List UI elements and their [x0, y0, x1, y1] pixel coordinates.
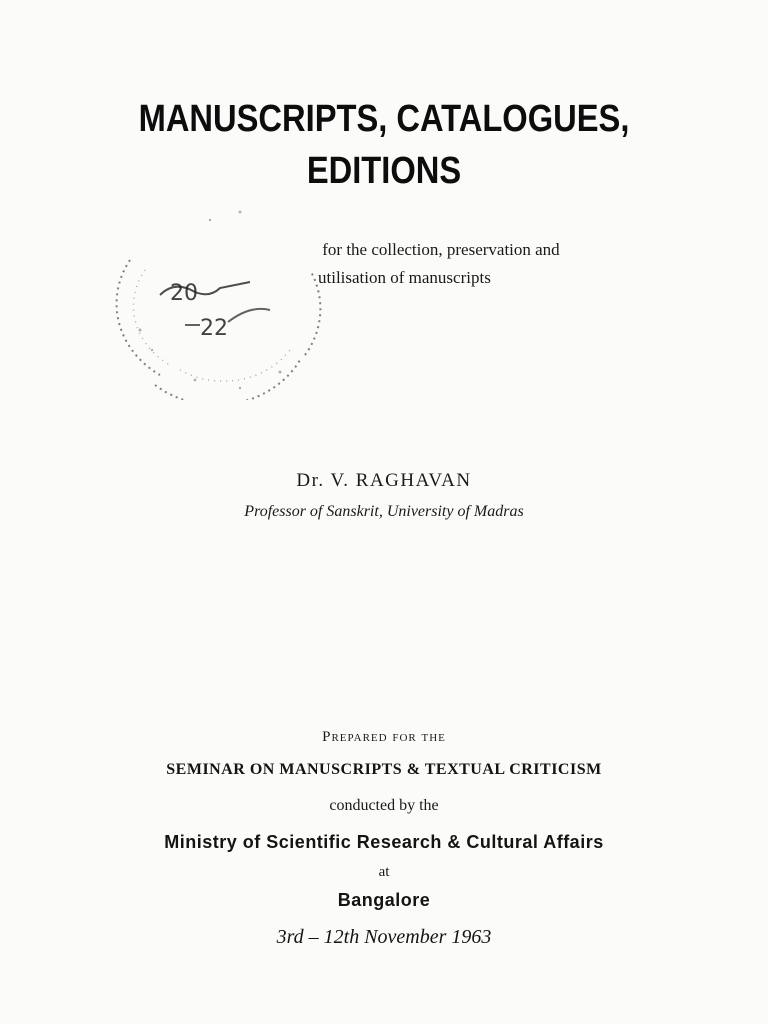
- seminar-title: SEMINAR ON MANUSCRIPTS & TEXTUAL CRITICISM: [166, 761, 602, 778]
- title-line-1: MANUSCRIPTS, CATALOGUES,: [138, 98, 630, 140]
- author-name: Dr. V. RAGHAVAN: [296, 470, 472, 491]
- prepared-for: Prepared for the: [322, 729, 446, 745]
- title-line-2: EDITIONS: [306, 150, 462, 192]
- stamp-handwriting-2: 22: [200, 316, 228, 341]
- place-name: Bangalore: [337, 890, 431, 910]
- seminar-dates: 3rd – 12th November 1963: [276, 926, 492, 948]
- library-stamp-icon: [100, 200, 330, 400]
- ministry-name: Ministry of Scientific Research & Cultural Affairs: [164, 832, 604, 852]
- at-label: at: [378, 864, 390, 880]
- conducted-by: conducted by the: [329, 797, 439, 814]
- subtitle-line-1: for the collection, preservation and: [318, 240, 560, 259]
- author-role: Professor of Sanskrit, University of Madras: [244, 503, 524, 520]
- subtitle-line-2: utilisation of manuscripts: [318, 268, 491, 287]
- stamp-handwriting-1: 20: [170, 281, 198, 306]
